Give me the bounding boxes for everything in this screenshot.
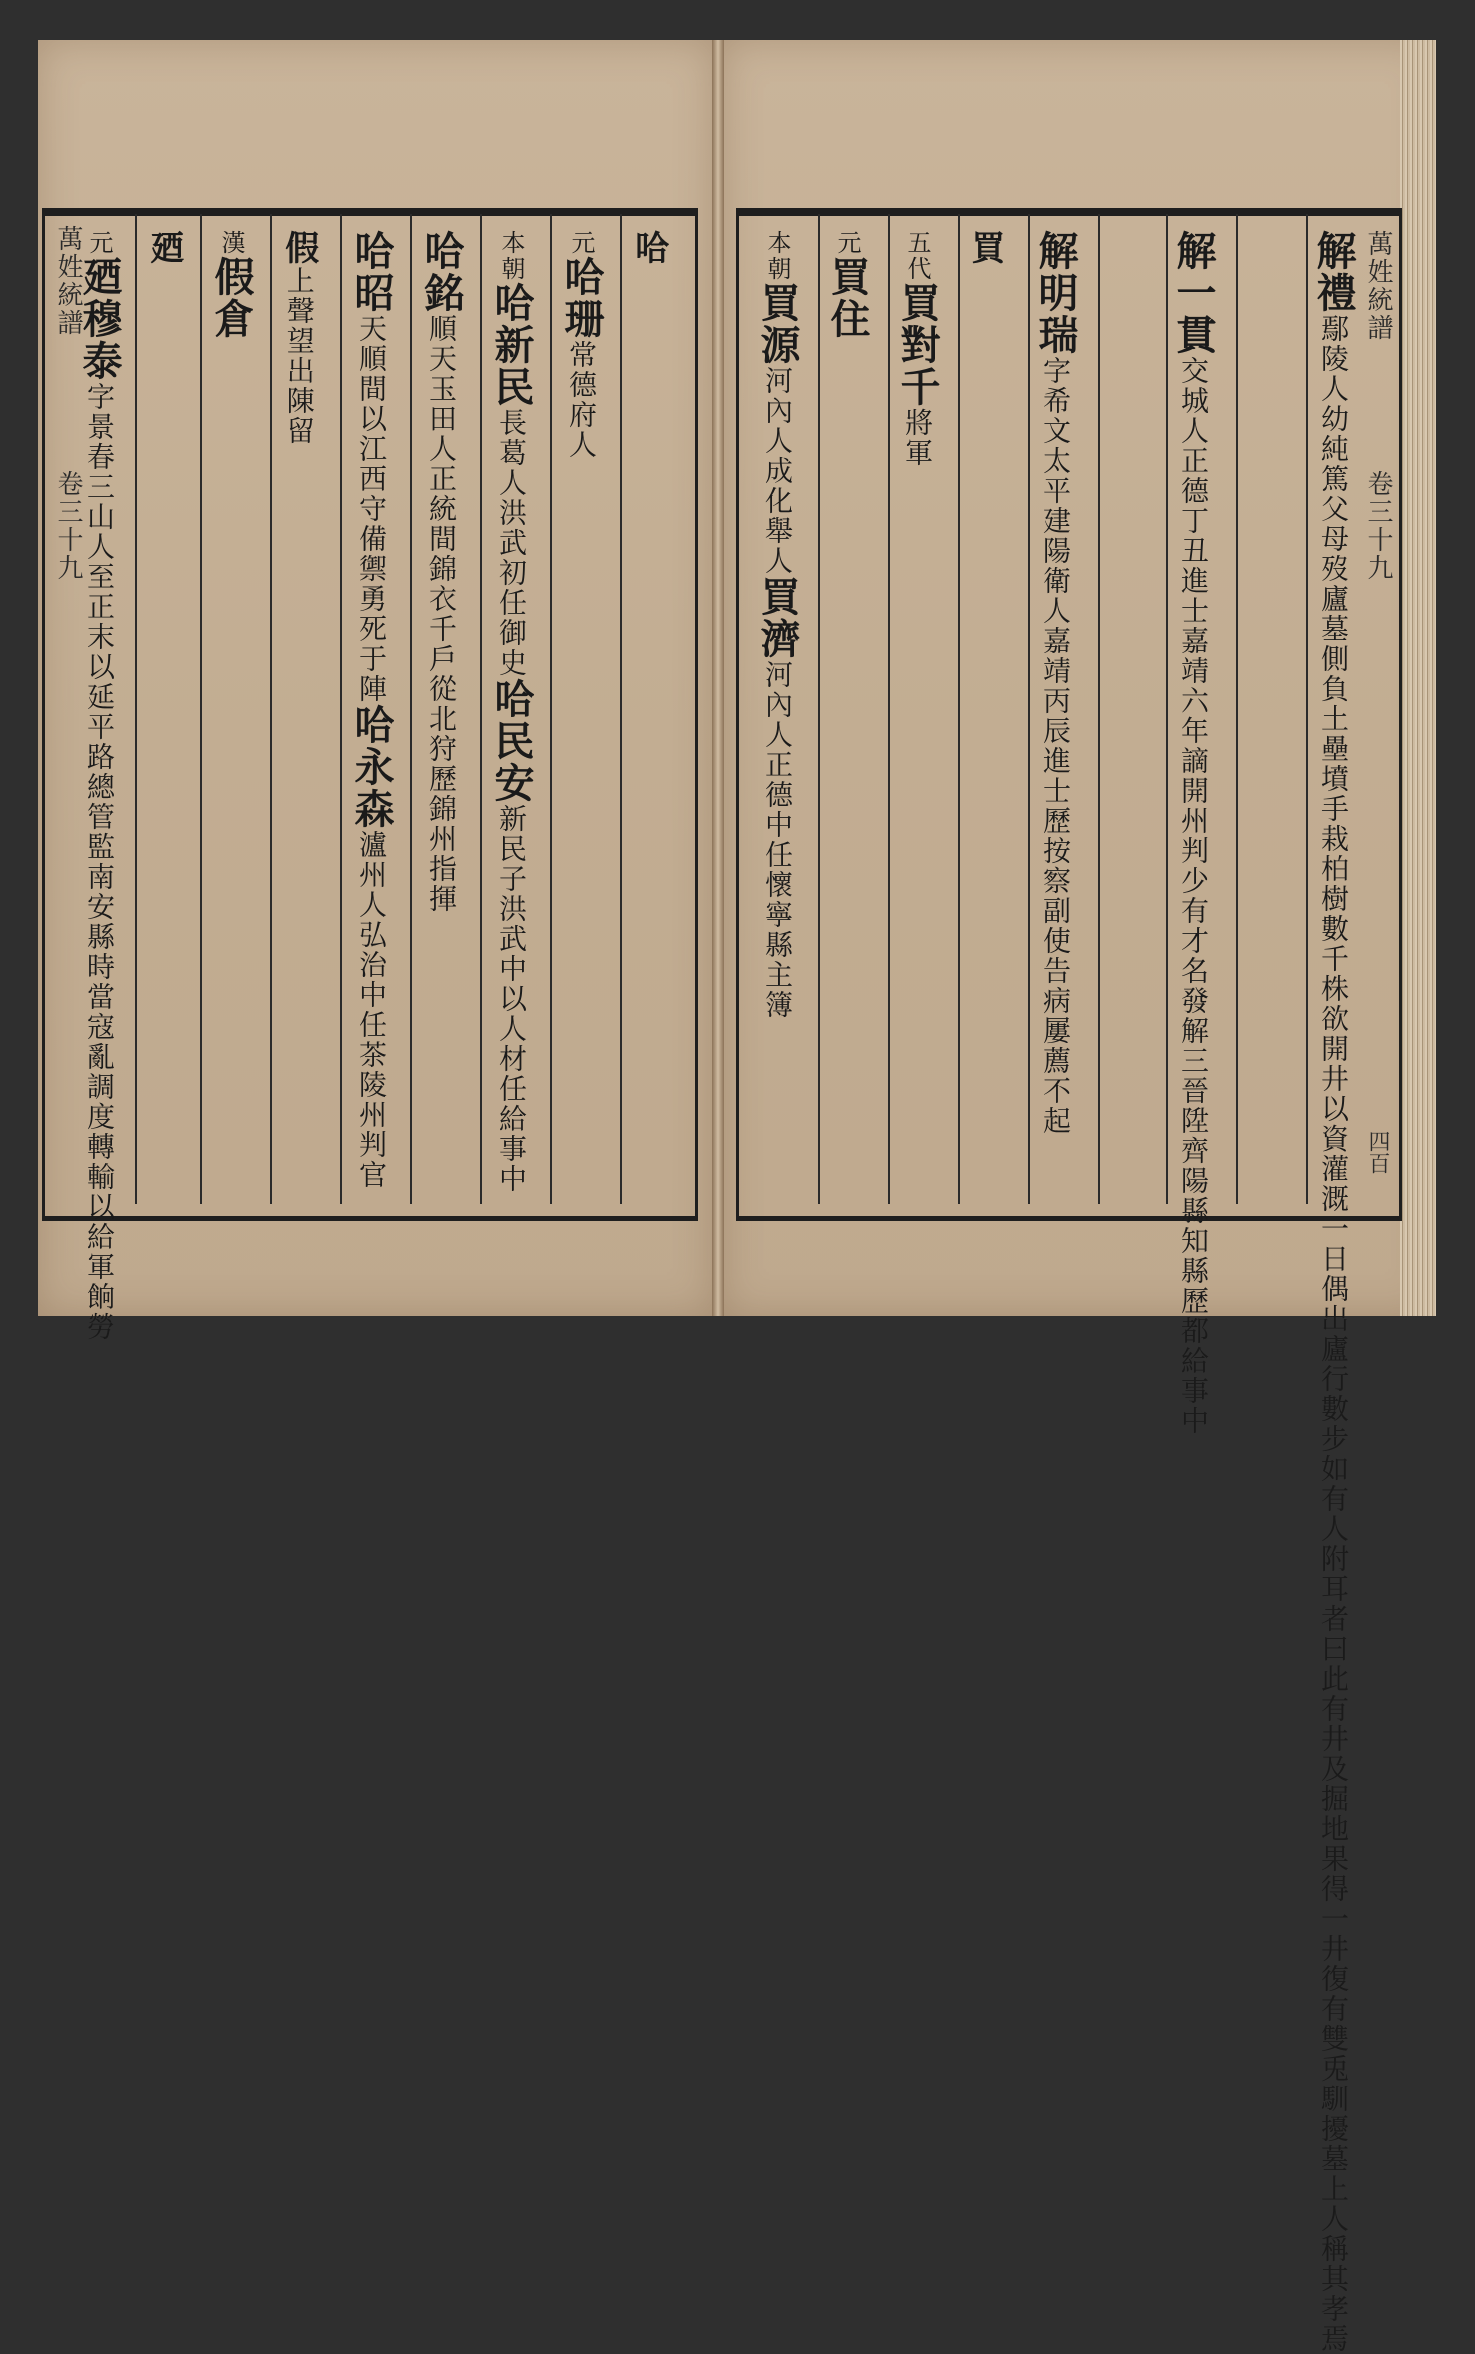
text-column: 本朝買源河內人成化舉人買濟河內人正德中任懷寧縣主簿 [754,230,801,1020]
column-rule [1306,214,1308,1204]
text-column: 解禮鄢陵人幼純篤父母歿廬墓側負土壘墳手栽柏樹數千株欲開井以資灌溉一日偶出廬行數步如有人附耳者曰此有井及掘地果得一井復有雙兎馴擾墓上人稱其孝焉 [1310,230,1357,2354]
column-rule [1098,214,1100,1204]
left-margin-title: 萬姓統譜 [53,225,83,337]
text-column: 解一貫交城人正德丁丑進士嘉靖六年謫開州判少有才名發解三晉陞齊陽縣知縣歷都給事中 [1170,230,1217,1436]
column-rule [480,214,482,1204]
column-rule [818,214,820,1204]
text-column: 本朝哈新民長葛人洪武初任御史哈民安新民子洪武中以人材任給事中 [488,230,535,1194]
column-rule [200,214,202,1204]
text-column: 解明瑞字希文太平建陽衛人嘉靖丙辰進士歷按察副使告病屢薦不起 [1032,230,1079,1136]
column-rule [410,214,412,1204]
column-rule [1166,214,1168,1204]
text-column: 元廼穆泰字景春三山人至正末以延平路總管監南安縣時當寇亂調度轉輸以給軍餉勞 [76,230,123,1342]
fold-number: 四百 [1365,1130,1390,1174]
column-rule [620,214,622,1204]
text-column: 元哈珊常德府人 [558,230,605,460]
column-rule [270,214,272,1204]
right-margin-title: 萬姓統譜 [1363,230,1393,342]
text-column: 買 [964,230,1005,266]
column-rule [1236,214,1238,1204]
text-column: 假上聲望出陳留 [278,230,319,446]
page-edges [1400,40,1436,1316]
text-column: 哈昭天順間以江西守備禦勇死于陣哈永森瀘州人弘治中任茶陵州判官 [348,230,395,1190]
book-gutter [712,40,724,1316]
text-column: 哈銘順天玉田人正統間錦衣千戶從北狩歷錦州指揮 [418,230,465,914]
left-margin-volume: 卷三十九 [53,470,83,582]
column-rule [135,214,137,1204]
column-rule [958,214,960,1204]
text-column: 五代買對千將軍 [894,230,941,468]
right-margin-volume: 卷三十九 [1363,470,1393,582]
text-column: 漢假倉 [208,230,255,340]
text-column: 哈 [628,230,669,266]
column-rule [550,214,552,1204]
text-column: 廼 [143,230,184,266]
column-rule [340,214,342,1204]
text-column: 元買住 [824,230,871,340]
column-rule [888,214,890,1204]
column-rule [1028,214,1030,1204]
